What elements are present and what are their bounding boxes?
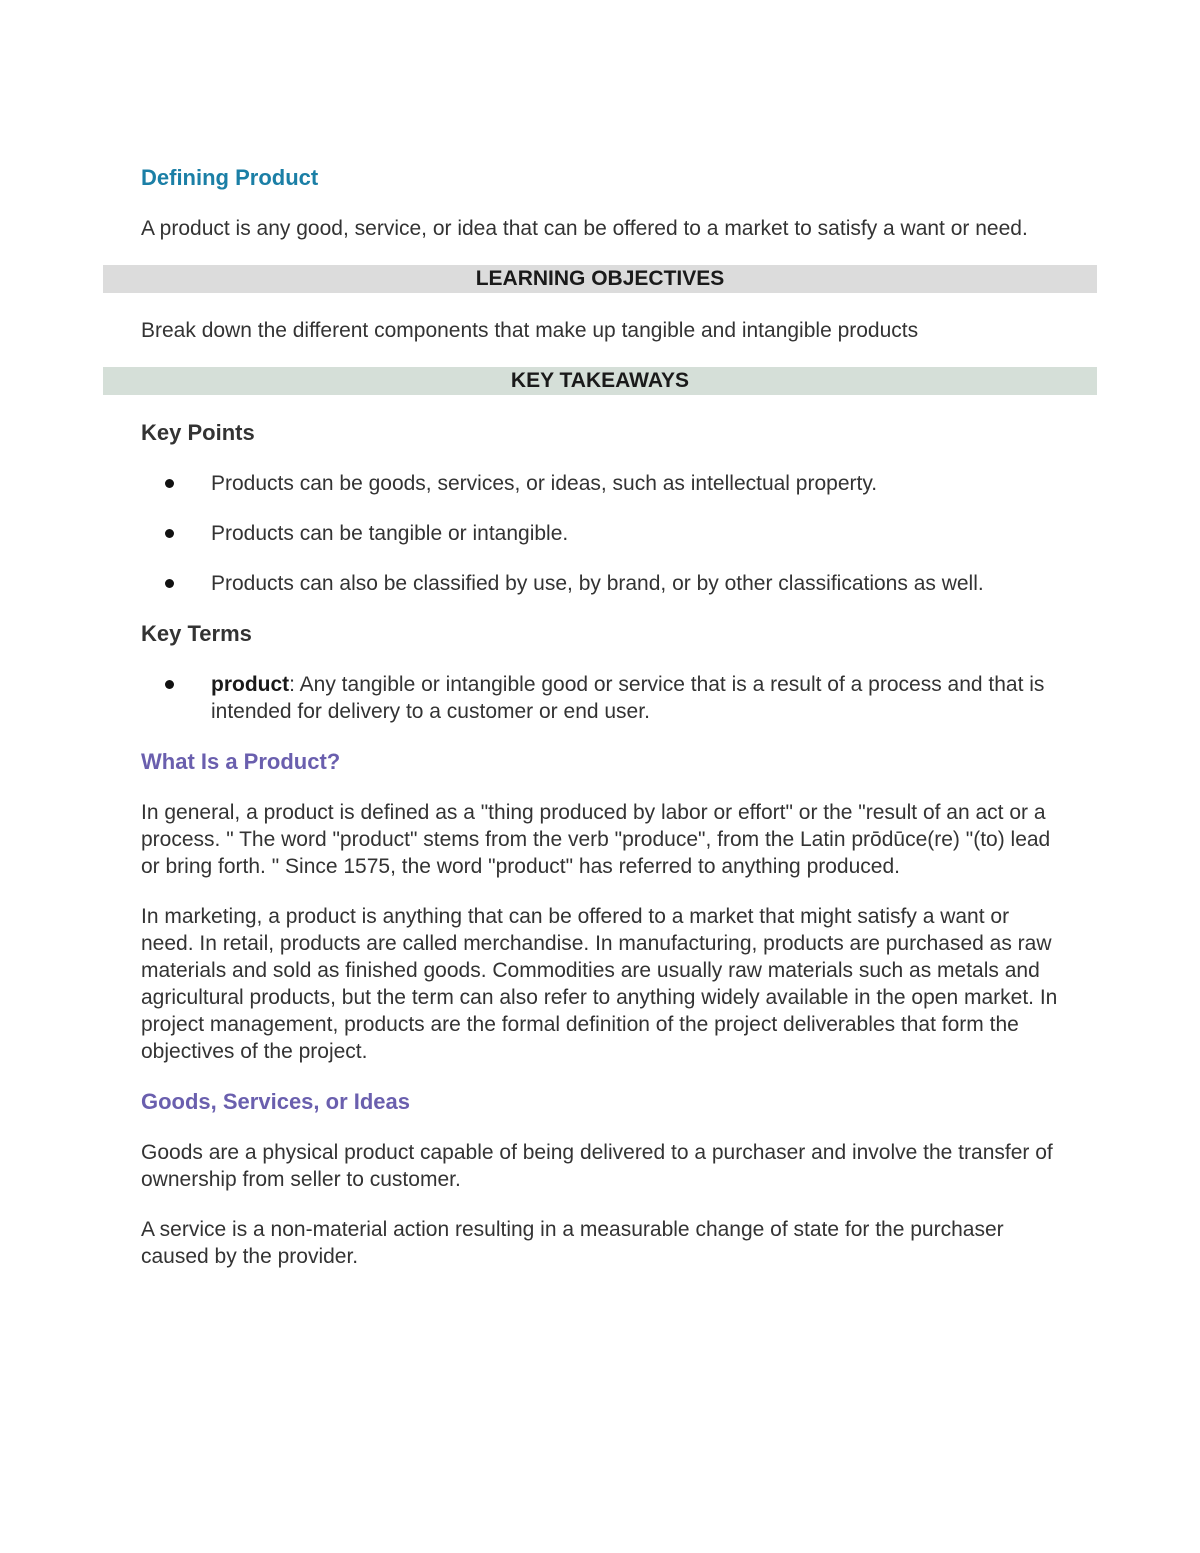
key-points-heading: Key Points — [141, 420, 255, 445]
key-point-text: Products can also be classified by use, by brand, or by other classifications as well. — [211, 572, 984, 595]
key-terms-list — [141, 671, 1066, 725]
list-item — [141, 470, 1066, 497]
paragraph: Goods are a physical product capable of being delivered to a purchaser and involve the transfer of ownership from seller to customer. — [141, 1141, 1053, 1191]
paragraph: In marketing, a product is anything that can be offered to a market that might satisfy a want or need. In retail, products are called merchandise. In manufacturing, products are purchased as raw materials and sold as finished goods. Commodities are usually raw materials such as metals and agricultural products, but the term can also refer to anything widely available in the open market. In project management, products are the formal definition of the project deliverables that form the objectives of the project. — [141, 905, 1058, 1063]
key-term-definition: : Any tangible or intangible good or service that is a result of a process and that is intended for delivery to a customer or end user. — [211, 673, 1045, 723]
key-terms-heading: Key Terms — [141, 621, 252, 646]
learning-objectives-text: Break down the different components that make up tangible and intangible products — [141, 319, 919, 342]
list-item — [141, 520, 1066, 547]
key-point-text: Products can be goods, services, or ideas, such as intellectual property. — [211, 472, 878, 495]
paragraph: In general, a product is defined as a "thing produced by labor or effort" or the "result of an act or a process. " The word "product" stems from the verb "produce", from the Latin prōdūce(re) "(to) lead or bring forth. " Since 1575, the word "product" has referred to anything produced. — [141, 801, 1051, 878]
paragraph: A service is a non-material action resulting in a measurable change of state for the purchaser caused by the provider. — [141, 1218, 1004, 1268]
learning-objectives-band: LEARNING OBJECTIVES — [103, 265, 1097, 293]
bullet-icon — [165, 579, 174, 588]
key-points-list — [141, 470, 1066, 597]
key-term-entry — [211, 671, 1066, 725]
bullet-icon — [165, 529, 174, 538]
key-term-word: product — [211, 673, 290, 696]
bullet-icon — [165, 479, 174, 488]
section-heading-what-is-a-product: What Is a Product? — [141, 749, 341, 774]
document-content — [141, 164, 1066, 1293]
section-heading-goods-services-ideas: Goods, Services, or Ideas — [141, 1089, 411, 1114]
key-takeaways-band: KEY TAKEAWAYS — [103, 367, 1097, 395]
bullet-icon — [165, 680, 174, 689]
list-item — [141, 570, 1066, 597]
section-heading-defining-product: Defining Product — [141, 165, 319, 190]
list-item — [141, 671, 1066, 725]
key-point-text: Products can be tangible or intangible. — [211, 522, 569, 545]
product-definition: A product is any good, service, or idea that can be offered to a market to satisfy a want or need. — [141, 217, 1028, 240]
